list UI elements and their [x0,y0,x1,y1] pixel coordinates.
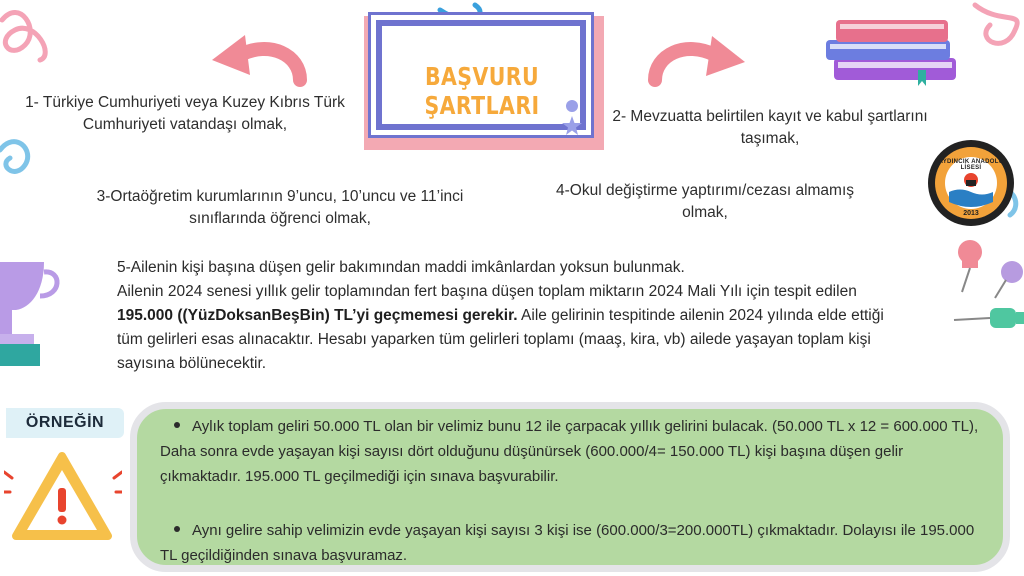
page-title: BAŞVURU ŞARTLARI [424,62,540,120]
example-label [6,408,124,438]
books-icon [822,14,962,86]
school-logo-year: 2013 [963,210,979,217]
bullet-icon [174,422,180,428]
trophy-icon [0,252,64,372]
squiggle-top-left [2,13,45,60]
example-label-text: ÖRNEĞİN [25,414,105,431]
example-bullet-2 [160,518,990,568]
requirement-4: 4-Okul değiştirme yaptırımı/cezası almamış olmak, [555,182,855,221]
requirement-5-post: Aile gelirinin tespitinde ailenin 2024 yılında elde ettiği tüm gelirleri esas alınacaktır. Hesabı yaparken tüm gelirleri toplamı (maaş, kira, vb) ailede yaşayan toplam kişi sayısına bölünecektir. [117,307,884,372]
title-decor-icon [560,98,584,138]
warning-icon [4,448,122,544]
squiggle-left [0,142,28,172]
pushpins-icon [940,232,1024,342]
requirement-2: 2- Mevzuatta belirtilen kayıt ve kabul şartlarını taşımak, [612,108,928,147]
example-bullet-1-text: Aylık toplam geliri 50.000 TL olan bir velimiz bunu 12 ile çarpacak yıllık gelirini bulacak. (50.000 TL x 12 = 600.000 TL), Daha sonra evde yaşayan kişi sayısı dört olduğunu düşünürsek (600.000/4= 150.000 TL) kişi başına düşen gelir çıkmaktadır. 195.000 TL geçilmediği için sınava başvurabilir. [160,418,979,485]
school-logo-name: AYDINCIK ANADOLU LİSESİ [938,159,1004,171]
squiggle-top-right [975,5,1017,43]
requirement-5-heading: 5-Ailenin kişi başına düşen gelir bakımından maddi imkânlardan yoksun bulunmak. [117,259,685,276]
requirement-5-body [117,280,897,376]
curved-arrow-left-icon [212,35,300,80]
requirement-5-bold: 195.000 ((YüzDoksanBeşBin) TL’yi geçmemesi gerekir. [117,307,518,324]
bullet-icon [174,526,180,532]
requirement-5 [117,256,897,376]
requirement-1: 1- Türkiye Cumhuriyeti veya Kuzey Kıbrıs Türk Cumhuriyeti vatandaşı olmak, [25,94,345,133]
requirement-3: 3-Ortaöğretim kurumlarının 9’uncu, 10’uncu ve 11’inci sınıflarında öğrenci olmak, [96,188,464,227]
curved-arrow-right-icon [655,36,745,80]
example-bullet-2-text: Aynı gelire sahip velimizin evde yaşayan kişi sayısı 3 kişi ise (600.000/3=200.000TL) çıkmaktadır. Dolayısı ile 195.000 TL geçildiğinden sınava başvuramaz. [160,522,975,564]
requirement-5-pre: Ailenin 2024 senesi yıllık gelir toplamından fert başına düşen toplam miktarın 2024 Mali Yılı için tespit edilen [117,283,857,300]
example-bullet-1 [160,414,980,489]
